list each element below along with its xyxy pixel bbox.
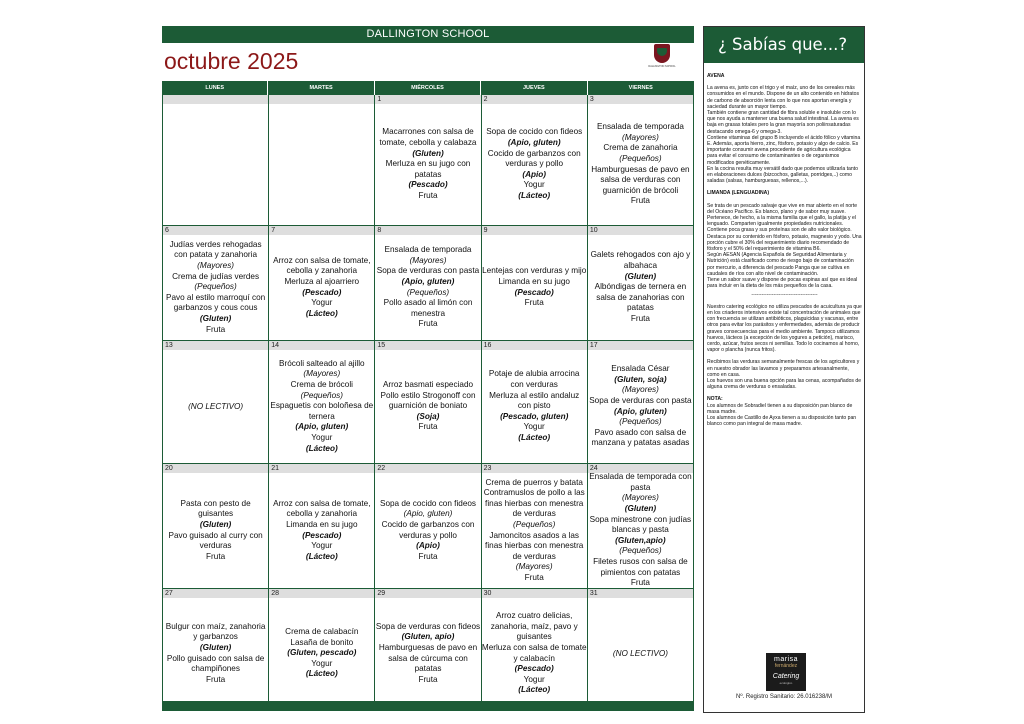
menu-dish: Merluza al ajoarriero — [284, 276, 360, 286]
menu-dish: Yogur — [523, 180, 545, 190]
menu-dish: Merluza en su jugo con patatas — [385, 159, 471, 179]
menu-dish: Arroz basmati especiado — [382, 380, 474, 390]
calendar-week-row — [162, 341, 694, 464]
nota-heading: NOTA: — [707, 396, 723, 403]
day-menu-body — [588, 473, 693, 588]
calendar-day-cell — [375, 95, 481, 226]
menu-dish: Filetes rusos con salsa de pimientos con patatas — [593, 556, 688, 577]
day-menu-body — [482, 350, 587, 463]
catering-text: Nuestro catering ecológico no utiliza pescados de acuicultura ya que en los criaderos intensivos existe tal concentración de animales que con frecuencia se utilizan antibióticos, plaguicidas y vacunas, entre otros para evitar los parásitos y enfermedades, además de producir graves consecuencias para el medio ambiente. Tampoco utilizamos huevos, lácteos (a excepción de los yogures a petición), marisco, cerdo, azúcar, frutos secos ni semillas. Todo lo cocinamos al horno, vapor o plancha (nunca fritos). — [707, 303, 862, 354]
calendar-day-cell — [588, 589, 694, 710]
menu-dish: Yogur — [523, 422, 545, 432]
did-you-know-sidebar — [703, 26, 865, 713]
calendar-day-cell — [375, 589, 481, 710]
menu-dish: Lasaña de bonito — [290, 637, 354, 647]
day-number: 3 — [588, 95, 693, 104]
weekday-header-row — [162, 81, 694, 95]
menu-dish: Merluza con salsa de tomate y calabacín — [481, 642, 587, 663]
menu-dish: Fruta — [418, 422, 438, 432]
day-menu-body — [375, 235, 480, 340]
calendar-day-cell — [482, 341, 588, 464]
avena-text: La avena es, junto con el trigo y el maíz, uno de los cereales más consumidos en el mundo. Dispone de un alto contenido en hidratos de carbono de absorción lenta con lo que nos aportan energía y saciedad durante un mayor tiempo. También contiene gran cantidad de fibra soluble e insoluble con lo que nos ayuda a mantener una buena salud intestinal. La avena es baja en grasas totales pero la gran mayoría son poliinsaturadas destacando omega-6 y omega-3. Contiene vitaminas del grupo B incluyendo el ácido fólico y vitamina E. Además, aporta hierro, zinc, fósforo, potasio y algo de calcio. Es importante consumir avena procedente de agricultura ecológica para evitar el consumo de contaminantes o de organismos modificados genéticamente. En la cocina resulta muy versátil dado que podemos utilizarla tanto en elaboraciones dulces (bizcochos, galletas, porridges,..) como saladas (salsas, hamburguesas, rellenos,...). — [707, 85, 861, 185]
day-number: 27 — [163, 589, 268, 598]
age-group-note: (Pequeños) — [513, 519, 556, 529]
allergen-note: (Gluten) — [199, 313, 232, 323]
calendar-day-cell — [588, 464, 694, 589]
day-menu-body — [375, 598, 480, 709]
calendar-day-cell — [269, 226, 375, 341]
allergen-note: (Lácteo) — [518, 190, 551, 200]
calendar-week-row — [162, 95, 694, 226]
menu-dish: Fruta — [418, 190, 438, 200]
menu-dish: Yogur — [311, 658, 333, 668]
allergen-note: (Pescado) — [302, 287, 342, 297]
menu-dish: Ensalada de temporada — [384, 245, 472, 255]
calendar-day-cell — [269, 589, 375, 710]
day-menu-body — [588, 104, 693, 225]
menu-dish: Fruta — [524, 572, 544, 582]
day-menu-body — [482, 104, 587, 225]
menu-dish: Crema de puerros y batata — [485, 477, 583, 487]
sanitary-registration: Nº. Registro Sanitario: 26.016238/M — [736, 694, 832, 700]
allergen-note: (Gluten, pescado) — [287, 648, 357, 658]
menu-dish: Albóndigas de ternera en salsa de zanahorias con patatas — [594, 282, 687, 313]
menu-dish: Arroz con salsa de tomate, cebolla y zanahoria — [273, 498, 371, 519]
age-group-note: (Pequeños) — [300, 390, 343, 400]
day-menu-body — [163, 473, 268, 588]
calendar-day-cell — [588, 226, 694, 341]
day-number: 16 — [482, 341, 587, 350]
day-menu-body — [163, 235, 268, 340]
day-menu-body — [269, 473, 374, 588]
allergen-note: (Gluten) — [624, 271, 657, 281]
allergen-note: (Pescado) — [408, 180, 448, 190]
allergen-note: (Pescado) — [302, 530, 342, 540]
day-number: 8 — [375, 226, 480, 235]
day-menu-body — [482, 473, 587, 588]
menu-dish: Arroz con salsa de tomate, cebolla y zanahoria — [273, 255, 371, 276]
day-number: 1 — [375, 95, 480, 104]
allergen-note: (Lácteo) — [518, 432, 551, 442]
day-number: 17 — [588, 341, 693, 350]
calendar-day-cell — [375, 464, 481, 589]
day-menu-body — [269, 235, 374, 340]
allergen-note: (Gluten, apio) — [401, 632, 455, 642]
day-menu — [269, 359, 374, 454]
menu-dish: Macarrones con salsa de tomate, cebolla y calabaza — [379, 127, 477, 148]
menu-dish: Sopa de verduras con fideos — [375, 621, 481, 631]
calendar-week-row — [162, 589, 694, 710]
menu-dish: Limanda en su jugo — [498, 276, 570, 286]
limanda-heading: LIMANDA (LENGUADINA) — [707, 190, 770, 197]
verduras-text: Recibimos las verduras semanalmente frescas de los agricultores y en nuestro obrador las lavamos y preparamos artesanalmente, como en casa. Los huevos son una buena opción para las cenas, acompañados de alguna crema de verduras o ensaladas. — [707, 359, 862, 391]
weekday-header: JUEVES — [481, 81, 587, 95]
sidebar-content — [707, 73, 862, 427]
calendar-day-cell — [375, 226, 481, 341]
day-menu — [482, 266, 587, 308]
day-number: 23 — [482, 464, 587, 473]
calendar-day-cell — [163, 589, 269, 710]
day-menu-body — [375, 350, 480, 463]
day-menu — [588, 122, 693, 207]
menu-dish: Fruta — [418, 551, 438, 561]
age-group-note: (Pequeños) — [619, 546, 662, 556]
menu-dish: Fruta — [524, 298, 544, 308]
month-title: octubre 2025 — [164, 48, 299, 74]
catering-logo — [766, 653, 806, 691]
day-number: 13 — [163, 341, 268, 350]
menu-dish: Hamburguesas de pavo en salsa de verduras con guarnición de brócoli — [591, 164, 690, 195]
allergen-note: (Gluten) — [624, 504, 657, 514]
allergen-note: (Apio, gluten) — [614, 406, 667, 416]
day-menu — [163, 499, 268, 563]
day-menu-body — [588, 598, 693, 709]
weekday-header: VIERNES — [628, 85, 653, 91]
menu-dish: Fruta — [206, 551, 226, 561]
weekday-header: LUNES — [162, 81, 268, 95]
calendar-day-cell — [163, 464, 269, 589]
age-group-note: (Apio, gluten) — [403, 509, 453, 519]
day-number — [163, 95, 268, 104]
day-menu-body — [482, 235, 587, 340]
menu-dish: Cocido de garbanzos con verduras y pollo — [381, 519, 475, 540]
day-menu-body — [375, 473, 480, 588]
day-number: 31 — [588, 589, 693, 598]
calendar-day-cell — [163, 226, 269, 341]
calendar-day-cell — [163, 341, 269, 464]
menu-dish: Sopa de verduras con pasta — [589, 395, 692, 405]
menu-dish: Potaje de alubia arrocina con verduras — [488, 369, 580, 390]
calendar-day-cell — [269, 464, 375, 589]
allergen-note: (Soja) — [416, 411, 440, 421]
day-menu — [269, 499, 374, 563]
day-menu-body — [163, 598, 268, 709]
allergen-note: (Pescado) — [514, 287, 554, 297]
age-group-note: (Pequeños) — [619, 417, 662, 427]
day-menu-body — [588, 235, 693, 340]
day-menu-body — [269, 104, 374, 225]
menu-dish: Yogur — [523, 674, 545, 684]
menu-dish: Crema de judías verdes — [172, 271, 260, 281]
menu-dish: Yogur — [311, 541, 333, 551]
calendar-day-cell — [482, 464, 588, 589]
day-menu — [269, 627, 374, 680]
menu-dish: Fruta — [418, 319, 438, 329]
menu-dish: Jamoncitos asados a las finas hierbas con menestra de verduras — [485, 530, 584, 561]
day-menu — [482, 369, 587, 443]
menu-dish: Limanda en su jugo — [286, 519, 358, 529]
calendar-day-cell — [269, 341, 375, 464]
day-number: 15 — [375, 341, 480, 350]
logo-catering: Catering — [772, 673, 800, 680]
day-number: 2 — [482, 95, 587, 104]
avena-heading: AVENA — [707, 73, 725, 79]
day-menu-body — [482, 598, 587, 709]
calendar-day-cell — [482, 589, 588, 710]
allergen-note: (Gluten, soja) — [614, 374, 667, 384]
menu-dish: Ensalada de temporada con pasta — [589, 473, 692, 492]
age-group-note: (Mayores) — [515, 562, 553, 572]
age-group-note: (Pequeños) — [194, 282, 237, 292]
menu-dish: Pavo al estilo marroquí con garbanzos y cous cous — [165, 292, 266, 313]
menu-dish: Fruta — [206, 324, 226, 334]
allergen-note: (Apio) — [416, 541, 440, 551]
day-number: 24 — [588, 464, 693, 473]
logo-tagline: ecológico — [779, 681, 793, 685]
menu-dish: Judías verdes rehogadas con patata y zanahoria — [169, 239, 262, 260]
calendar-day-cell — [482, 95, 588, 226]
allergen-note: (Apio, gluten) — [401, 276, 455, 286]
menu-dish: Crema de calabacín — [285, 627, 359, 637]
crest-caption: DALLINGTON SCHOOL — [648, 65, 676, 68]
menu-dish: Fruta — [206, 674, 226, 684]
day-menu — [588, 473, 693, 588]
menu-dish: Merluza al estilo andaluz con pisto — [489, 390, 580, 411]
logo-name: marisa — [773, 656, 798, 663]
menu-dish: Fruta — [630, 313, 650, 323]
menu-dish: Pavo asado con salsa de manzana y patatas asadas — [591, 427, 690, 448]
limanda-text: Se trata de un pescado salvaje que vive en mar abierto en el norte del Océano Pacífico. Es blanco, plano y de sabor muy suave. Pertenece, de hecho, a la misma familia que el gallo, la platija y el lenguado. Comparten igualmente propiedades nutricionales. Contiene poca grasa y sus proteínas son de alto valor biológico. Destaca por su contenido en fósforo, potasio, magnesio y yodo. Una porción cubre el 30% del requerimiento diario recomendado de fósforo y el 50% del requerimiento de vitamina B6. Según AESAN (Agencia Española de Seguridad Alimentaria y Nutrición) está clasificado como de riesgo bajo de contaminación por mercurio, a diferencia del pescado Panga que se cultiva en caudales de ríos con alto nivel de contaminación. Tiene un sabor suave y dispone de pocas espinas así que es ideal para incluir en la dieta de los más pequeños de la casa. — [707, 202, 862, 290]
day-menu — [375, 380, 480, 433]
age-group-note: (Pequeños) — [619, 153, 662, 163]
menu-dish: Sopa de verduras con pasta — [376, 266, 480, 276]
day-menu-body — [163, 104, 268, 225]
sidebar-title: ¿ Sabías que...? — [704, 27, 864, 63]
day-number: 29 — [375, 589, 480, 598]
allergen-note: (Lácteo) — [305, 669, 338, 679]
day-menu-body — [375, 104, 480, 225]
calendar-day-cell — [269, 95, 375, 226]
menu-dish: Sopa de cocido con fideos — [379, 498, 477, 508]
day-number: 6 — [163, 226, 268, 235]
day-number: 22 — [375, 464, 480, 473]
menu-dish: Pavo guisado al curry con verduras — [168, 530, 263, 551]
day-number: 20 — [163, 464, 268, 473]
age-group-note: (Mayores) — [303, 369, 341, 379]
menu-dish: Pollo guisado con salsa de champiñones — [166, 653, 265, 674]
age-group-note: (Mayores) — [621, 132, 659, 142]
logo-surname: fernández — [774, 663, 798, 669]
menu-calendar — [162, 81, 694, 710]
day-menu — [163, 622, 268, 686]
day-menu — [482, 478, 587, 584]
allergen-note: (Apio, gluten) — [295, 422, 349, 432]
day-menu — [375, 499, 480, 563]
menu-dish: Ensalada de temporada — [596, 122, 684, 132]
day-menu-body — [269, 598, 374, 709]
menu-dish: Fruta — [630, 196, 650, 206]
day-menu — [375, 622, 480, 686]
day-menu — [588, 364, 693, 449]
allergen-note: (Apio) — [522, 169, 547, 179]
menu-dish: Cocido de garbanzos con verduras y pollo — [487, 148, 581, 169]
weekday-header: MARTES — [268, 81, 374, 95]
allergen-note: (Lácteo) — [305, 308, 338, 318]
day-number: 9 — [482, 226, 587, 235]
day-menu — [482, 611, 587, 696]
weekday-header: MIÉRCOLES — [375, 81, 481, 95]
allergen-note: (Gluten,apio) — [615, 535, 666, 545]
menu-dish: Crema de brócoli — [290, 380, 353, 390]
age-group-note: (Mayores) — [621, 493, 659, 503]
school-name-bar: DALLINGTON SCHOOL — [162, 26, 694, 43]
calendar-day-cell — [163, 95, 269, 226]
day-menu-body — [163, 350, 268, 463]
day-number: 28 — [269, 589, 374, 598]
crest-shield-icon — [654, 44, 670, 63]
day-menu-body — [588, 350, 693, 463]
calendar-day-cell — [482, 226, 588, 341]
allergen-note: (Apio, gluten) — [507, 138, 561, 148]
menu-dish: Contramuslos de pollo a las finas hierbas con menestra de verduras — [483, 488, 585, 519]
day-number: 21 — [269, 464, 374, 473]
calendar-day-cell — [588, 341, 694, 464]
menu-dish: Galets rehogados con ajo y albahaca — [590, 250, 691, 271]
menu-dish: Crema de zanahoria — [603, 143, 678, 153]
allergen-note: (Gluten) — [199, 642, 232, 652]
day-menu-body — [269, 350, 374, 463]
allergen-note: (Lácteo) — [305, 551, 338, 561]
allergen-note: (Lácteo) — [305, 443, 338, 453]
calendar-week-row — [162, 464, 694, 589]
day-number: 30 — [482, 589, 587, 598]
menu-dish: Brócoli salteado al ajillo — [279, 358, 365, 368]
age-group-note: (Mayores) — [409, 255, 447, 265]
menu-dish: Yogur — [311, 432, 333, 442]
calendar-week-row — [162, 226, 694, 341]
calendar-day-cell — [375, 341, 481, 464]
no-school-label: (NO LECTIVO) — [612, 649, 668, 658]
age-group-note: (Mayores) — [197, 261, 235, 271]
day-menu — [588, 250, 693, 324]
menu-dish: Fruta — [418, 674, 438, 684]
nota-text: Los alumnos de Sobradiel tienen a su disposición pan blanco de masa madre. Los alumnos de Castillo de Ayxa tienen a su disposición tanto pan blanco como pan integral de masa madre. — [707, 402, 857, 428]
menu-dish: Ensalada César — [611, 364, 670, 374]
menu-dish: Sopa de cocido con fideos — [486, 127, 583, 137]
calendar-day-cell — [588, 95, 694, 226]
age-group-note: (Mayores) — [621, 385, 659, 395]
menu-dish: Fruta — [630, 578, 650, 588]
menu-dish: Sopa minestrone con judías blancas y pasta — [589, 514, 692, 535]
menu-dish: Pollo asado al limón con menestra — [383, 298, 473, 318]
allergen-note: (Lácteo) — [518, 685, 551, 695]
day-menu — [482, 127, 587, 201]
age-group-note: (Pequeños) — [406, 287, 450, 297]
allergen-note: (Gluten) — [412, 148, 444, 158]
day-number: 14 — [269, 341, 374, 350]
day-menu — [163, 240, 268, 335]
school-crest-logo — [648, 44, 676, 77]
day-number — [269, 95, 374, 104]
day-menu — [375, 127, 480, 201]
menu-dish: Lentejas con verduras y mijo — [482, 266, 587, 276]
menu-dish: Arroz cuatro delicias, zanahoria, maíz, pavo y guisantes — [490, 611, 578, 642]
section-separator: --------------------------------------- — [751, 291, 818, 298]
day-number: 10 — [588, 226, 693, 235]
menu-dish: Espaguetis con boloñesa de ternera — [270, 401, 374, 421]
menu-dish: Pollo estilo Strogonoff con guarnición de boniato — [380, 390, 476, 411]
allergen-note: (Pescado, gluten) — [500, 411, 569, 421]
menu-dish: Yogur — [311, 298, 333, 308]
menu-dish: Bulgur con maíz, zanahoria y garbanzos — [165, 621, 266, 642]
day-menu — [269, 256, 374, 320]
menu-dish: Hamburguesas de pavo en salsa de cúrcuma con patatas — [378, 642, 478, 674]
day-number: 7 — [269, 226, 374, 235]
calendar-weeks — [162, 95, 694, 710]
day-menu — [375, 245, 480, 330]
calendar-bottom-bar — [162, 701, 694, 711]
menu-dish: Pasta con pesto de guisantes — [180, 498, 251, 519]
allergen-note: (Gluten) — [199, 519, 232, 529]
allergen-note: (Pescado) — [514, 664, 554, 674]
no-school-label: (NO LECTIVO) — [188, 402, 244, 411]
